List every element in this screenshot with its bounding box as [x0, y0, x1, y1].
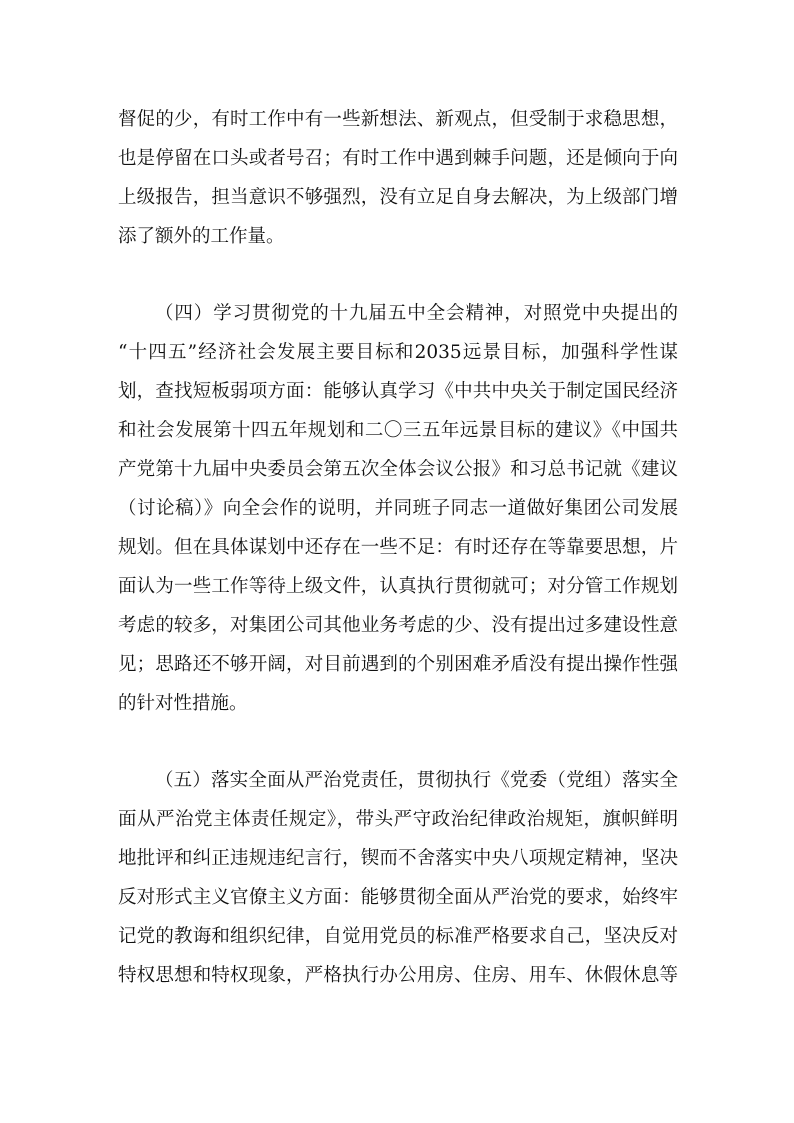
text-line: 也是停留在口头或者号召；有时工作中遇到棘手问题，还是倾向于向 — [118, 148, 678, 169]
text-line: 上级报告，担当意识不够强烈，没有立足自身去解决，为上级部门增 — [118, 187, 678, 208]
text-line: 记党的教诲和组织纪律，自觉用党员的标准严格要求自己，坚决反对 — [118, 926, 678, 947]
paragraph-continuation — [118, 100, 678, 256]
text-line: 和社会发展第十四五年规划和二〇三五年远景目标的建议》《中国共 — [118, 420, 678, 441]
text-line: 产党第十九届中央委员会第五次全体会议公报》和习总书记就《建议 — [118, 459, 678, 480]
text-line: 反对形式主义官僚主义方面：能够贯彻全面从严治党的要求，始终牢 — [118, 887, 678, 908]
paragraph-section-4 — [118, 294, 678, 723]
text-line: 规划。但在具体谋划中还存在一些不足：有时还存在等靠要思想，片 — [118, 537, 678, 558]
text-line: 添了额外的工作量。 — [118, 226, 285, 247]
text-line: 见；思路还不够开阔，对目前遇到的个别困难矛盾没有提出操作性强 — [118, 654, 678, 675]
paragraph-gap — [118, 723, 678, 761]
text-line: 面认为一些工作等待上级文件，认真执行贯彻就可；对分管工作规划 — [118, 576, 678, 597]
text-line: 面从严治党主体责任规定》，带头严守政治纪律政治规矩，旗帜鲜明 — [118, 809, 678, 830]
text-line: 考虑的较多，对集团公司其他业务考虑的少、没有提出过多建设性意 — [118, 615, 678, 636]
text-line: 地批评和纠正违规违纪言行，锲而不舍落实中央八项规定精神，坚决 — [118, 848, 678, 869]
text-line: “十四五”经济社会发展主要目标和2035远景目标，加强科学性谋 — [118, 342, 678, 363]
paragraph-gap — [118, 256, 678, 294]
document-body — [118, 100, 678, 995]
text-line: 督促的少，有时工作中有一些新想法、新观点，但受制于求稳思想， — [118, 109, 678, 130]
text-line: 特权思想和特权现象，严格执行办公用房、住房、用车、休假休息等 — [118, 965, 678, 986]
text-line: 的针对性措施。 — [118, 693, 248, 714]
text-line: 划，查找短板弱项方面：能够认真学习《中共中央关于制定国民经济 — [118, 381, 678, 402]
text-line: （四）学习贯彻党的十九届五中全会精神，对照党中央提出的 — [155, 303, 678, 324]
text-line: （讨论稿）》向全会作的说明，并同班子同志一道做好集团公司发展 — [118, 498, 678, 519]
text-line: （五）落实全面从严治党责任，贯彻执行《党委（党组）落实全 — [155, 770, 678, 791]
paragraph-section-5 — [118, 761, 678, 995]
